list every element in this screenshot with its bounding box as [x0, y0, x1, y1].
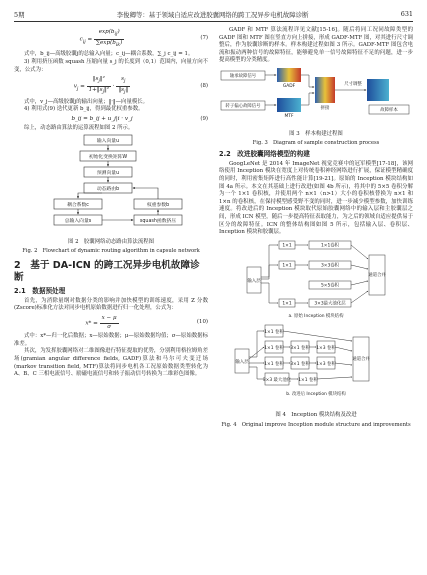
svg-text:3×1 卷积: 3×1 卷积	[290, 345, 310, 351]
svg-text:1×1: 1×1	[282, 263, 292, 269]
fig4a-output: 通道合并	[368, 272, 386, 278]
equation-10: x* = $\frac{x - \mu}{\sigma}$ (10)	[85, 314, 208, 330]
svg-text:1×1: 1×1	[282, 301, 292, 307]
fig4a-b4: 3×3最大池化层	[314, 301, 346, 307]
label-resize: 尺寸调整	[344, 81, 362, 87]
equation-9: b_ij = b_ij + u_j|i · v_j (9)	[71, 115, 208, 122]
paragraph: GoogLeNet 是 2014 年 ImageNet 视觉竞赛中的冠军模型[17-18]，该网络使用 Inception 模块在宽度上对传统卷积神经网络进行扩展，保证模型精确度的同时，利用密集矩阵进行高性能计算[19-21]。原始的 Inception 模块结构如图 4a 所示。本文在其基础上进行改进(如图 4b 所示)，将其中的 5×5 卷积分解为一个 1×1 卷积核，并使用两个 n×1（n>1）大小的卷积核替换为 n×1 和 1×n 的卷积核，在保持模型感受野不变的同时，进一步减少模型参数，加快训练速度。将改进后的 Inception 模块取代原始胶囊网络中的输入层和主胶囊层之间，形成 ICN 模型，随后一步提高特征表取能力，为之后的领域自适应提供易于区分的故障特征。ICN 的整体结构图如图 5 所示，包括输入层、卷积层、Inception 模块和胶囊层。	[219, 160, 413, 236]
paragraph: 其次，为发挥胶囊网络对二维图像进行特征提取的优势，分别利用格拉姆角差场(gramian angular difference fields, GADF)算法和马尔可夫变迁场(markov transition field, MTF)算法将同步电机各工况原始数据类型转化为 A、B、C 三相电流信号、励磁电流信号和转子振动信号转换为二维彩色图像。	[14, 348, 208, 378]
svg-text:1×1 卷积: 1×1 卷积	[264, 329, 284, 335]
gadf-image	[277, 68, 301, 82]
paragraph: 综上，动态路由算法的运算流程如图 2 所示。	[24, 125, 134, 132]
section-2-heading: 2 基于 DA-ICN 的跨工况异步电机故障诊断	[14, 259, 200, 283]
sample-image	[367, 79, 389, 101]
label-gadf: GADF	[282, 83, 296, 89]
figure-4-caption: 图 4 Inception 模块结构及改进	[275, 412, 357, 419]
node-weight: 权重参数b	[146, 202, 170, 208]
right-column	[219, 27, 413, 431]
equation-7: $c_{ij}$ = $\frac{\exp(b_{ij})}{\sum\exp(b_{ik})}$ (7)	[79, 29, 208, 48]
node-coupling: 耦合系数c	[67, 202, 89, 208]
fig4a-input: 输入层	[247, 278, 261, 284]
svg-text:1×3 卷积: 1×3 卷积	[316, 345, 336, 351]
paragraph: 3) 利用挤压函数 squash 压缩向量 s_j 的长度到（0,1）范围内，向量方向不变，公式为：	[14, 59, 208, 73]
fig4a-b2: 3×3卷积	[320, 263, 340, 269]
label-concat: 拼接	[320, 105, 330, 111]
left-column	[14, 27, 208, 379]
svg-text:1×1 卷积: 1×1 卷积	[298, 377, 318, 383]
node-route: 动态路由b	[96, 186, 120, 192]
fig4a-caption: a. 原始 Inception 模块结构	[288, 313, 344, 319]
paragraph: 式中：x*—归一化后数据；x—原始数据；μ—原始数据均值；σ—原始数据标准差。	[14, 333, 208, 347]
header-title: 李俊卿等：基于领域自适应改进胶囊网络的跨工况异步电机故障诊断	[116, 10, 309, 19]
equation-8: $v_j$ = $\frac{‖s_j‖^2}{1+‖s_j‖^2}$ · $\frac{s_j}{‖s_j‖}$ (8)	[73, 76, 208, 95]
svg-text:3×3 最大池化: 3×3 最大池化	[262, 377, 292, 383]
paragraph: 式中，b_ij—高级胶囊j的总输入向量；c_ij—耦合系数，∑_j c_ij = 1。	[24, 51, 194, 58]
label-mtf: MTF	[284, 113, 294, 119]
node-input: 输入向量u	[96, 138, 120, 144]
header-rule	[14, 21, 413, 22]
fig4a-b3: 5×5卷积	[320, 283, 340, 289]
node-sum: 总输入向量s	[64, 218, 92, 224]
issue-number: 5期	[14, 10, 25, 19]
label-rotor: 转子偏心故障信号	[225, 103, 261, 109]
paragraph: 式中，v_j—高级胶囊j的输出向量；‖·‖—向量模长。	[24, 98, 149, 105]
figure-3-sample-construction	[219, 65, 413, 125]
mtf-image	[277, 98, 301, 112]
figure-3-caption-en: Fig. 3 Diagram of sample construction process	[252, 140, 380, 147]
fig4b-output: 通道合并	[352, 356, 370, 362]
fig4a-b1: 1×1卷积	[320, 243, 340, 249]
svg-text:1×1 卷积: 1×1 卷积	[264, 361, 284, 367]
running-header	[14, 8, 413, 20]
node-init: 初始化变换矩阵W	[88, 154, 128, 160]
svg-text:1×1: 1×1	[282, 243, 292, 249]
page-number: 631	[400, 10, 413, 18]
svg-text:1×3 卷积: 1×3 卷积	[316, 361, 336, 367]
node-squash: squash函数挤压	[139, 218, 177, 224]
section-2-2-heading: 2.2 改进胶囊网络模型的构建	[219, 149, 310, 158]
node-predict: 预测向量u	[96, 170, 120, 176]
figure-2-flowchart	[14, 133, 208, 233]
label-bearing: 轴承故障信号	[229, 73, 257, 79]
figure-2-caption-en: Fig. 2 Flowchart of dynamic routing algorithm in capsule network	[22, 248, 200, 255]
section-2-1-heading: 2.1 数据预处理	[14, 286, 66, 295]
paragraph: 首先，为消除量纲对数据分类的影响并加快模型的训练速度，采用 Z 分数(Zscore)标准化方法对同步电机原始数据进行归一化处理，公式为：	[14, 297, 208, 312]
label-sample: 故障样本	[380, 107, 398, 113]
concat-image	[315, 77, 335, 103]
figure-4-caption-en: Fig. 4 Original improve Inception module structure and improvements	[221, 421, 411, 428]
figure-4-inception	[219, 237, 413, 407]
svg-text:3×1 卷积: 3×1 卷积	[290, 361, 310, 367]
figure-2-caption: 图 2 胶囊网络动态路由算法流程图	[67, 238, 154, 245]
figure-3-caption: 图 3 样本构建过程图	[289, 130, 343, 137]
paragraph: 4) 利用式(9) 迭代更新 b_ij，得到最优权重参数。	[24, 106, 144, 113]
fig4b-input: 输入层	[235, 359, 249, 365]
svg-text:1×1 卷积: 1×1 卷积	[264, 345, 284, 351]
paragraph: GADF 和 MTF 算法流程详见文献[15-16]。随后将同工况同故障类型的 GADF 图和 MTF 图在竖直方向上拼接，形成 GADF-MTF 图，对其进行尺寸调整后，作为胶囊诊断的样本。样本构建过程如图 3 所示。GADF-MTF 图包含电流和振动两种信号的故障特征，能够避免单一信号故障特征不足的问题，进一步提高模型的分类精度。	[219, 27, 413, 64]
fig4b-caption: b. 改进后 Inception 模块结构	[286, 391, 346, 397]
